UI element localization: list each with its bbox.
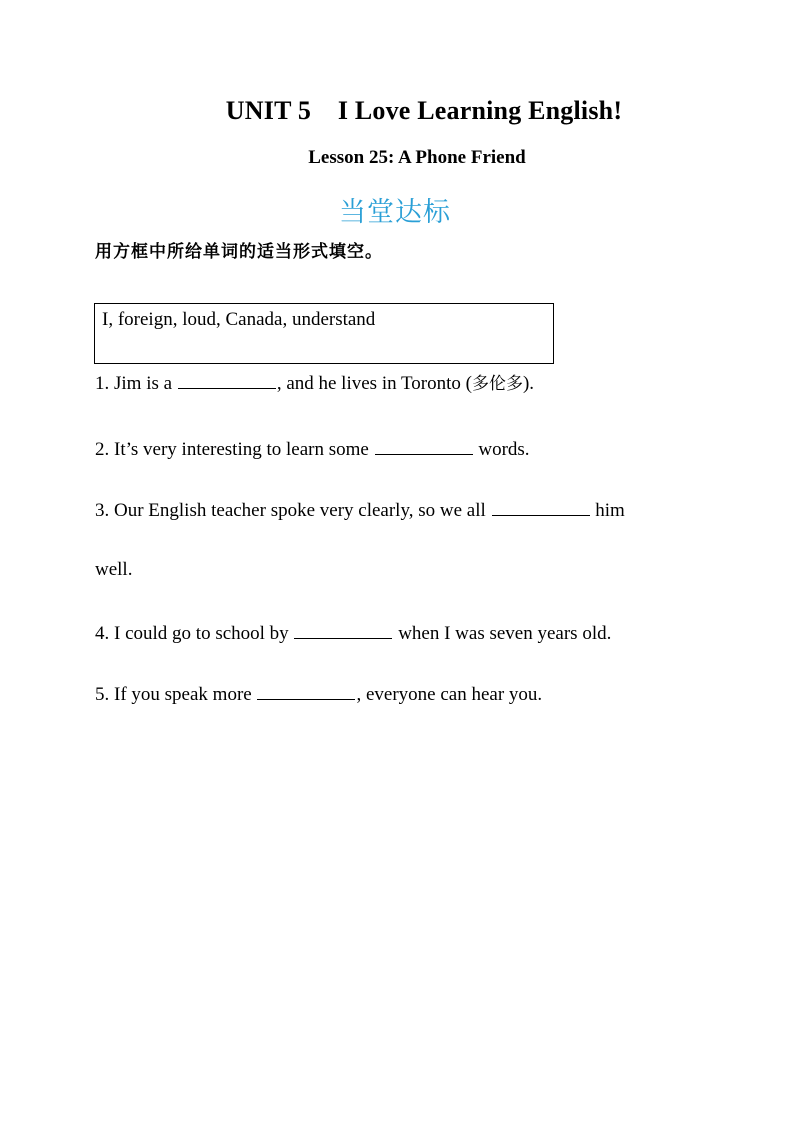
question-1-text-a: 1. Jim is a (95, 373, 177, 394)
answer-blank-2[interactable] (375, 437, 473, 455)
question-5 (95, 682, 542, 706)
question-2-text-b: words. (473, 439, 530, 460)
section-title: 当堂达标 (339, 197, 451, 228)
word-bank-box (94, 303, 554, 364)
question-4-text-b: when I was seven years old. (393, 623, 612, 644)
question-3-text-b: him (590, 500, 625, 521)
question-3-text-a: 3. Our English teacher spoke very clearly, so we all (95, 500, 491, 521)
answer-blank-1[interactable] (178, 371, 276, 389)
question-3-continuation: well. (95, 559, 133, 580)
question-1-text-c: ). (522, 373, 535, 394)
question-2 (95, 437, 530, 461)
question-2-text-a: 2. It’s very interesting to learn some (95, 439, 374, 460)
answer-blank-5[interactable] (257, 682, 355, 700)
word-bank-words: I, foreign, loud, Canada, understand (102, 309, 376, 330)
question-1-text-b: , and he lives in Toronto ( (276, 373, 472, 394)
question-5-text-a: 5. If you speak more (95, 684, 257, 705)
unit-title: UNIT 5 I Love Learning English! (225, 96, 623, 125)
question-1 (95, 369, 534, 395)
answer-blank-3[interactable] (492, 498, 590, 516)
question-1-cjk: 多伦多 (471, 374, 523, 394)
question-4-text-a: 4. I could go to school by (95, 623, 294, 644)
lesson-title: Lesson 25: A Phone Friend (308, 147, 526, 168)
question-5-text-b: , everyone can hear you. (356, 684, 543, 705)
question-4 (95, 621, 611, 645)
question-3 (95, 498, 625, 522)
instruction-text: 用方框中所给单词的适当形式填空。 (95, 242, 383, 262)
answer-blank-4[interactable] (294, 621, 392, 639)
